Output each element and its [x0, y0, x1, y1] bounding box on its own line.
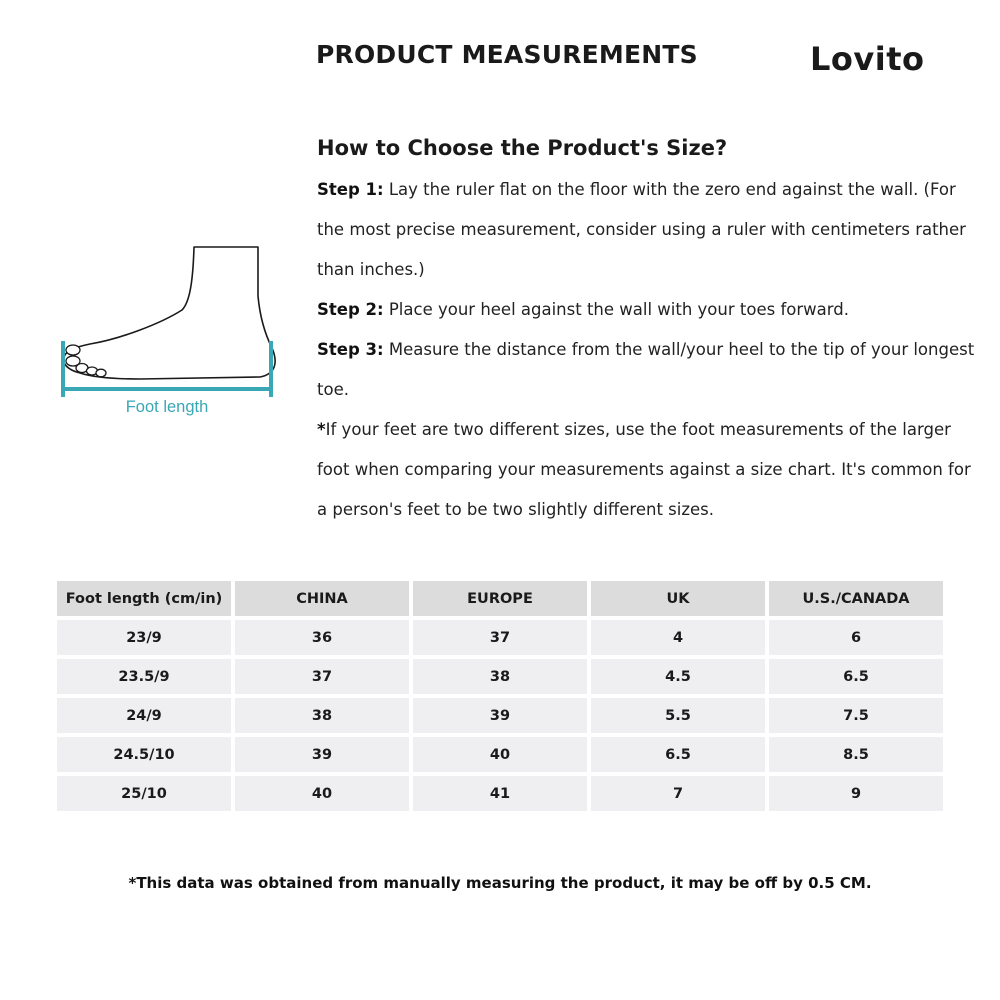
- table-cell: 5.5: [591, 698, 765, 733]
- header-us-canada: U.S./CANADA: [769, 581, 943, 616]
- table-cell: 38: [413, 659, 587, 694]
- brand-logo: Lovito: [810, 40, 925, 78]
- footnote: *This data was obtained from manually measuring the product, it may be off by 0.5 CM.: [128, 874, 872, 892]
- table-row: [57, 659, 943, 694]
- table-cell: 6: [769, 620, 943, 655]
- table-cell: 7.5: [769, 698, 943, 733]
- header-foot-length: Foot length (cm/in): [57, 581, 231, 616]
- table-cell: 36: [235, 620, 409, 655]
- header-china: CHINA: [235, 581, 409, 616]
- foot-length-label: Foot length: [125, 398, 209, 416]
- table-cell: 23/9: [57, 620, 231, 655]
- header-uk: UK: [591, 581, 765, 616]
- step-3: [317, 330, 977, 410]
- toe: [66, 345, 80, 355]
- step-3-label: Step 3:: [317, 340, 384, 359]
- step-1-text: Lay the ruler flat on the floor with the zero end against the wall. (For the most precise measurement, consider using a ruler with centimeters rather than inches.): [317, 180, 966, 279]
- table-row: [57, 620, 943, 655]
- size-note: [317, 410, 977, 530]
- table-cell: 39: [413, 698, 587, 733]
- table-cell: 40: [413, 737, 587, 772]
- note-mark: *: [317, 420, 326, 439]
- step-2-label: Step 2:: [317, 300, 384, 319]
- table-cell: 6.5: [591, 737, 765, 772]
- table-cell: 4.5: [591, 659, 765, 694]
- table-cell: 24.5/10: [57, 737, 231, 772]
- table-cell: 41: [413, 776, 587, 811]
- step-1: [317, 170, 977, 290]
- table-cell: 7: [591, 776, 765, 811]
- table-cell: 40: [235, 776, 409, 811]
- header-europe: EUROPE: [413, 581, 587, 616]
- foot-icon: [50, 240, 290, 420]
- table-cell: 38: [235, 698, 409, 733]
- table-header-row: [57, 581, 943, 616]
- table-cell: 39: [235, 737, 409, 772]
- table-cell: 25/10: [57, 776, 231, 811]
- step-2-text: Place your heel against the wall with your toes forward.: [383, 300, 849, 319]
- table-cell: 9: [769, 776, 943, 811]
- step-2: [317, 290, 977, 330]
- size-instructions: [317, 130, 977, 530]
- table-cell: 37: [235, 659, 409, 694]
- table-cell: 8.5: [769, 737, 943, 772]
- instructions-heading: How to Choose the Product's Size?: [317, 136, 728, 160]
- table-cell: 23.5/9: [57, 659, 231, 694]
- table-row: [57, 698, 943, 733]
- table-cell: 6.5: [769, 659, 943, 694]
- size-chart-table: [53, 577, 947, 815]
- table-row: [57, 776, 943, 811]
- note-text: If your feet are two different sizes, use the foot measurements of the larger foot when comparing your measurements against a size chart. It's common for a person's feet to be two slightly different sizes.: [317, 420, 971, 519]
- step-1-label: Step 1:: [317, 180, 384, 199]
- table-row: [57, 737, 943, 772]
- step-3-text: Measure the distance from the wall/your heel to the tip of your longest toe.: [317, 340, 975, 399]
- table-cell: 24/9: [57, 698, 231, 733]
- toe: [96, 369, 106, 377]
- foot-length-illustration: [50, 240, 290, 420]
- table-cell: 4: [591, 620, 765, 655]
- table-cell: 37: [413, 620, 587, 655]
- page-title: PRODUCT MEASUREMENTS: [316, 40, 698, 69]
